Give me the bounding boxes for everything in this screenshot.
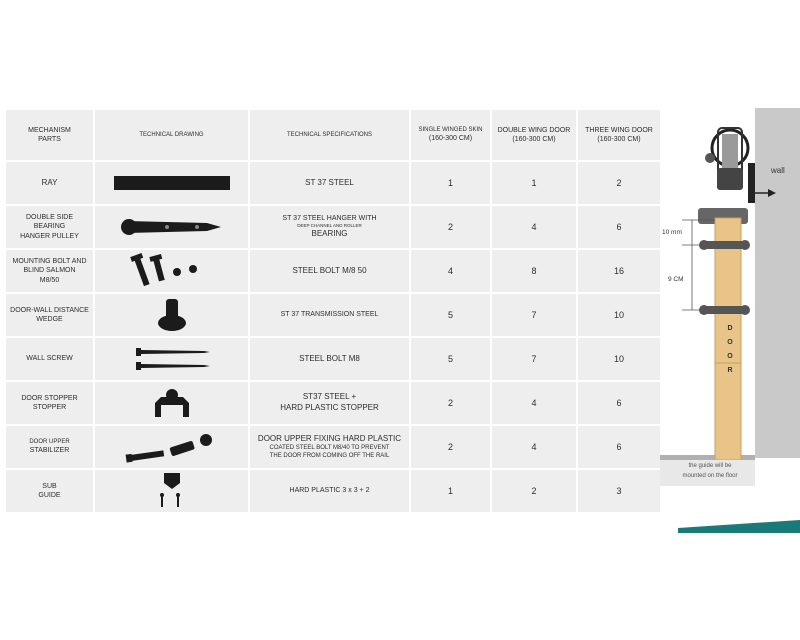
qty-double: 4: [491, 381, 577, 425]
qty-double: 7: [491, 337, 577, 381]
spec-text: ST 37 STEEL: [249, 161, 410, 205]
qty-three: 3: [577, 469, 661, 513]
qty-three: 6: [577, 381, 661, 425]
header-mechanism: MECHANISM PARTS: [5, 109, 94, 161]
screws-icon: [94, 337, 249, 381]
qty-single: 4: [410, 249, 491, 293]
table-row: [5, 425, 661, 469]
qty-three: 6: [577, 425, 661, 469]
part-name: DOOR UPPER STABILIZER: [5, 425, 94, 469]
part-name: SUB GUIDE: [5, 469, 94, 513]
header-single: SINGLE WINGED SKIN (160-300 CM): [410, 109, 491, 161]
part-name: DOOR-WALL DISTANCE WEDGE: [5, 293, 94, 337]
qty-single: 5: [410, 293, 491, 337]
rail-bar-icon: [94, 161, 249, 205]
wall-shape: [755, 108, 800, 458]
qty-three: 2: [577, 161, 661, 205]
qty-double: 7: [491, 293, 577, 337]
door-label: D O O R: [727, 325, 733, 374]
part-name: WALL SCREW: [5, 337, 94, 381]
part-name: RAY: [5, 161, 94, 205]
header-double: DOUBLE WING DOOR (160-300 CM): [491, 109, 577, 161]
header-specs: TECHNICAL SPECIFICATIONS: [249, 109, 410, 161]
spec-text: ST37 STEEL + HARD PLASTIC STOPPER: [249, 381, 410, 425]
qty-three: 16: [577, 249, 661, 293]
table-row: [5, 205, 661, 249]
part-name: DOOR STOPPER STOPPER: [5, 381, 94, 425]
header-drawing: TECHNICAL DRAWING: [94, 109, 249, 161]
stabilizer-icon: [94, 425, 249, 469]
table-header-row: [5, 109, 661, 161]
qty-three: 10: [577, 293, 661, 337]
qty-double: 2: [491, 469, 577, 513]
part-name: DOUBLE SIDE BEARING HANGER PULLEY: [5, 205, 94, 249]
dimension-mid-label: 9 CM: [668, 276, 684, 283]
spec-text: STEEL BOLT M8: [249, 337, 410, 381]
qty-single: 2: [410, 425, 491, 469]
table-row: [5, 249, 661, 293]
qty-double: 4: [491, 425, 577, 469]
specification-table: [4, 108, 662, 514]
bolts-icon: [94, 249, 249, 293]
table-row: [5, 293, 661, 337]
qty-three: 6: [577, 205, 661, 249]
spacer-wedge-icon: [94, 293, 249, 337]
qty-single: 2: [410, 381, 491, 425]
spec-text: ST 37 TRANSMISSION STEEL: [249, 293, 410, 337]
spec-text: DOOR UPPER FIXING HARD PLASTIC COATED STEEL BOLT M8/40 TO PREVENT THE DOOR FROM COMING OFF THE RAIL: [249, 425, 410, 469]
spec-text: STEEL BOLT M/8 50: [249, 249, 410, 293]
hanger-strap-icon: [94, 205, 249, 249]
guide-caption: the guide will be mounted on the floor: [682, 463, 738, 479]
spec-text: ST 37 STEEL HANGER WITH DEEP CHANNEL AND ROLLER BEARING: [249, 205, 410, 249]
table-row: [5, 161, 661, 205]
qty-single: 2: [410, 205, 491, 249]
accent-bar: [678, 520, 800, 533]
qty-single: 1: [410, 161, 491, 205]
part-name: MOUNTING BOLT AND BLIND SALMON M8/50: [5, 249, 94, 293]
spec-text: HARD PLASTIC 3 x 3 + 2: [249, 469, 410, 513]
table-row: [5, 381, 661, 425]
door-stopper-icon: [94, 381, 249, 425]
floor-guide-icon: [94, 469, 249, 513]
table-row: [5, 469, 661, 513]
qty-double: 1: [491, 161, 577, 205]
qty-double: 8: [491, 249, 577, 293]
qty-double: 4: [491, 205, 577, 249]
qty-three: 10: [577, 337, 661, 381]
qty-single: 5: [410, 337, 491, 381]
table-row: [5, 337, 661, 381]
dimension-top-label: 10 mm: [662, 229, 682, 236]
header-three: THREE WING DOOR (160-300 CM): [577, 109, 661, 161]
qty-single: 1: [410, 469, 491, 513]
wall-label: wall: [771, 166, 785, 175]
